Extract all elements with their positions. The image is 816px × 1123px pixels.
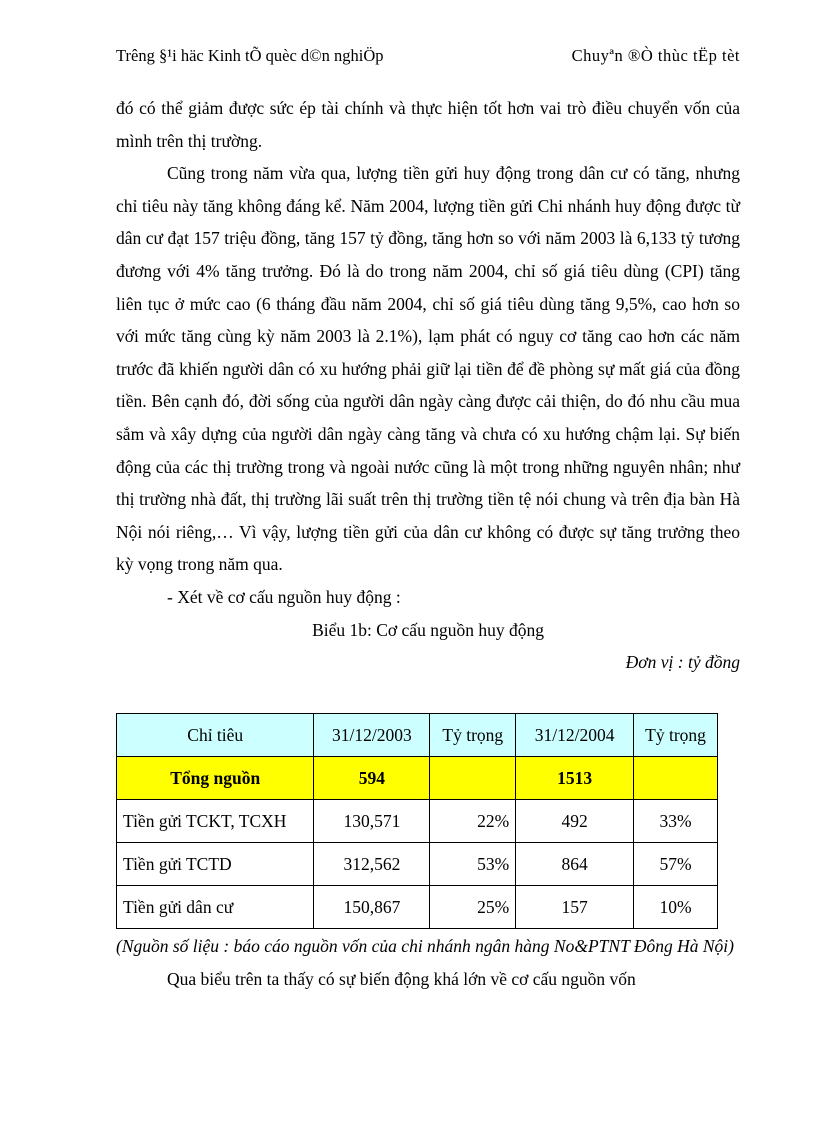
table-cell: Tiền gửi dân cư (117, 886, 314, 929)
table-total-row (117, 757, 718, 800)
table-cell: 33% (634, 800, 718, 843)
data-source-note: (Nguồn số liệu : báo cáo nguồn vốn của chi nhánh ngân hàng No&PTNT Đông Hà Nội) (116, 936, 734, 956)
table-cell: Tiền gửi TCKT, TCXH (117, 800, 314, 843)
header-cell: Tỷ trọng (634, 714, 718, 757)
table-cell: 492 (516, 800, 634, 843)
document-body (116, 92, 740, 679)
total-cell (634, 757, 718, 800)
table-caption: Biểu 1b: Cơ cấu nguồn huy động (312, 619, 544, 640)
table-cell: Tiền gửi TCTD (117, 843, 314, 886)
header-right: Chuyªn ®Ò thùc tËp tèt (571, 46, 740, 65)
total-cell: 1513 (516, 757, 634, 800)
header-cell: Chỉ tiêu (117, 714, 314, 757)
table-cell: 312,562 (314, 843, 430, 886)
table-row (117, 886, 718, 929)
table-header-row (117, 714, 718, 757)
table-cell: 53% (430, 843, 516, 886)
header-cell: 31/12/2004 (516, 714, 634, 757)
unit-label: Đơn vị : tỷ đồng (625, 652, 740, 673)
table-cell: 157 (516, 886, 634, 929)
total-cell: Tổng nguồn (117, 757, 314, 800)
table-row (117, 843, 718, 886)
table-cell: 130,571 (314, 800, 430, 843)
funding-structure-table (116, 713, 718, 929)
paragraph-3: - Xét về cơ cấu nguồn huy động : (167, 586, 401, 607)
table-cell: 57% (634, 843, 718, 886)
table-cell: 150,867 (314, 886, 430, 929)
closing-paragraph: Qua biểu trên ta thấy có sự biến động khá lớn về cơ cấu nguồn vốn (167, 968, 636, 989)
document-footer (116, 930, 740, 995)
table-cell: 864 (516, 843, 634, 886)
header-left: Trêng §¹i häc Kinh tÕ quèc d©n nghiÖp (116, 46, 384, 65)
paragraph-2: Cũng trong năm vừa qua, lượng tiền gửi huy động trong dân cư có tăng, nhưng chỉ tiêu này tăng không đáng kể. Năm 2004, lượng tiền gửi Chi nhánh huy động được từ dân cư đạt 157 triệu đồng, tăng 157 tỷ đồng, tăng hơn so với năm 2003 là 6,133 tỷ tương đương với 4% tăng trưởng. Đó là do trong năm 2004, chỉ số giá tiêu dùng (CPI) tăng liên tục ở mức cao (6 tháng đầu năm 2004, chỉ số giá tiêu dùng tăng 9,5%, cao hơn so với mức tăng cùng kỳ năm 2003 là 2.1%), lạm phát có nguy cơ tăng cao hơn các năm trước đã khiến người dân có xu hướng phải giữ lại tiền để đề phòng sự mất giá của đồng tiền. Bên cạnh đó, đời sống của người dân ngày càng được cải thiện, do đó nhu cầu mua sắm và xây dựng của người dân ngày càng tăng và chưa có xu hướng chậm lại. Sự biến động của các thị trường trong và ngoài nước cũng là một trong những nguyên nhân; như thị trường nhà đất, thị trường lãi suất trên thị trường tiền tệ nói chung và trên địa bàn Hà Nội nói riêng,… Vì vậy, lượng tiền gửi của dân cư không có được sự tăng trưởng theo kỳ vọng trong năm qua. (116, 163, 740, 575)
header-cell: Tỷ trọng (430, 714, 516, 757)
total-cell (430, 757, 516, 800)
table-row (117, 800, 718, 843)
table-cell: 22% (430, 800, 516, 843)
total-cell: 594 (314, 757, 430, 800)
header-cell: 31/12/2003 (314, 714, 430, 757)
paragraph-1: đó có thể giảm được sức ép tài chính và thực hiện tốt hơn vai trò điều chuyển vốn của mình trên thị trường. (116, 98, 740, 151)
table-cell: 10% (634, 886, 718, 929)
table-cell: 25% (430, 886, 516, 929)
